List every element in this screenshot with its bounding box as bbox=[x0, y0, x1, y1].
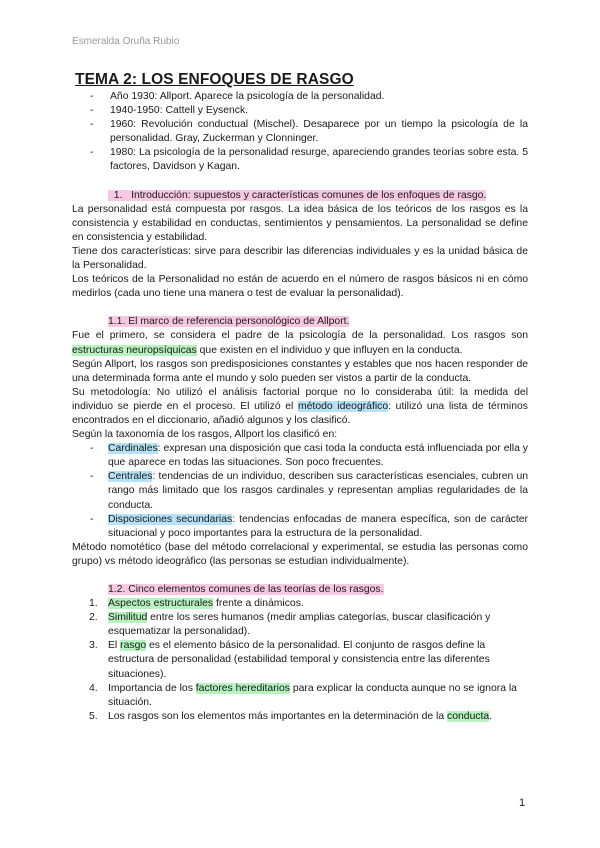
common-element-item bbox=[89, 710, 528, 724]
text-run: frente a dinámicos. bbox=[213, 598, 304, 610]
item-number: 1. bbox=[89, 598, 98, 610]
item-highlight: conducta bbox=[447, 710, 490, 722]
trait-description: : tendencias enfocadas de manera específica, son de carácter situacional y poco importantes para la estructura de la personalidad. bbox=[108, 513, 528, 539]
item-number: 3. bbox=[89, 640, 98, 652]
text-run: entre los seres humanos (medir amplias categorías, buscar clasificación y esquematizar la personalidad). bbox=[108, 612, 491, 638]
text-run: Su metodología: No utilizó el análisis factorial porque no lo consideraba útil: la medida del individuo se pierde en el proceso. El utilizó el bbox=[72, 386, 528, 412]
trait-type-item bbox=[108, 470, 528, 512]
allport-paragraph-2: Según Allport, los rasgos son predisposiciones constantes y estables que nos hacen responder de una determinada forma ante el mundo y solo pueden ser vistos a partir de la conducta. bbox=[72, 358, 528, 384]
timeline-item: - 1940-1950: Cattell y Eysenck. bbox=[110, 104, 528, 118]
section-1-number: 1. bbox=[113, 189, 123, 201]
trait-term: Disposiciones secundarias bbox=[108, 513, 233, 525]
allport-paragraph-3 bbox=[72, 386, 528, 428]
author-name: Esmeralda Oruña Rubio bbox=[72, 36, 180, 47]
trait-types-list bbox=[72, 442, 528, 541]
section-1-paragraph: Tiene dos características: sirve para describir las diferencias individuales y es la unidad básica de la Personalidad. bbox=[72, 245, 528, 272]
item-number: 4. bbox=[89, 682, 98, 694]
section-1-paragraph: La personalidad está compuesta por rasgos. La idea básica de los teóricos de los rasgos es la consistencia y estabilidad en conductas, sentimientos y pensamientos. La personalidad se define en consistencia y estabilidad. bbox=[72, 203, 528, 243]
item-highlight: factores hereditarios bbox=[195, 682, 290, 694]
common-element-item bbox=[89, 639, 528, 681]
item-highlight: Similitud bbox=[108, 612, 148, 624]
common-element-item bbox=[89, 597, 528, 611]
allport-paragraph-4: Según la taxonomía de los rasgos, Allport los clasificó en: bbox=[72, 429, 338, 441]
section-1-1-heading bbox=[108, 315, 528, 329]
timeline-item: - Año 1930: Allport. Aparece la psicología de la personalidad. bbox=[110, 90, 528, 104]
section-1-paragraph: Los teóricos de la Personalidad no están de acuerdo en el número de rasgos básicos ni en cómo medirlos (cada uno tiene una manera o test de evaluar la personalidad). bbox=[72, 274, 528, 300]
text-run: . bbox=[489, 710, 493, 722]
document-body bbox=[72, 70, 528, 724]
text-run: : utilizó una lista de términos encontrados en el diccionario, añadió algunos y los clasificó. bbox=[72, 400, 528, 426]
trait-term: Cardinales bbox=[108, 443, 158, 455]
text-run: El bbox=[108, 640, 121, 652]
item-number: 2. bbox=[89, 612, 98, 624]
timeline-item: - 1960: Revolución conductual (Mischel). Desaparece por un tiempo la psicología de la personalidad. Gray, Zuckerman y Clonninger. bbox=[110, 118, 528, 146]
item-number: 5. bbox=[89, 710, 98, 722]
allport-paragraph-5: Método nomotético (base del método correlacional y experimental, se estudia las personas como grupo) vs método ideográfico (las personas se estudian individualmente). bbox=[72, 541, 528, 567]
item-highlight: Aspectos estructurales bbox=[108, 598, 214, 610]
section-1-title: Introducción: supuestos y características comunes de los enfoques de rasgo. bbox=[131, 189, 487, 201]
trait-type-item bbox=[108, 513, 528, 541]
trait-type-item bbox=[108, 442, 528, 470]
section-1-heading bbox=[108, 189, 528, 203]
text-run: Fue el primero, se considera el padre de la psicología de la personalidad. Los rasgos son bbox=[72, 330, 528, 342]
item-highlight: rasgo bbox=[120, 640, 147, 652]
text-run: Importancia de los bbox=[108, 682, 196, 694]
text-run: para explicar la conducta aunque no se ignora la situación. bbox=[108, 682, 517, 708]
text-run: que existen en el individuo y que influyen en la conducta. bbox=[196, 344, 463, 356]
section-1-1-title: 1.1. El marco de referencia personológico de Allport. bbox=[108, 316, 350, 328]
common-element-item bbox=[89, 682, 528, 710]
trait-term: Centrales bbox=[108, 471, 153, 483]
highlight-neuropsiquicas: estructuras neuropsíquicas bbox=[72, 344, 197, 356]
trait-description: : expresan una disposición que casi toda la conducta está influenciada por ella y que aparece en todas las situaciones. Son poco frecuentes. bbox=[108, 443, 528, 469]
section-1-2-heading bbox=[108, 583, 528, 597]
page-number: 1 bbox=[519, 797, 526, 809]
common-element-item bbox=[89, 611, 528, 639]
text-run: Los rasgos son los elementos más importantes en la determinación de la bbox=[108, 710, 448, 722]
timeline-list bbox=[72, 90, 528, 175]
page-title: TEMA 2: LOS ENFOQUES DE RASGO bbox=[75, 71, 354, 88]
allport-paragraph-1 bbox=[72, 329, 528, 357]
trait-description: : tendencias de un individuo, describen sus características esenciales, cubren un rango más limitado que los rasgos cardinales y representan amplias regularidades de la conducta. bbox=[108, 471, 528, 511]
section-1-2-title: 1.2. Cinco elementos comunes de las teorías de los rasgos. bbox=[108, 584, 384, 595]
timeline-item: - 1980: La psicología de la personalidad resurge, apareciendo grandes teorías sobre esta. 5 factores, Davidson y Kagan. bbox=[110, 146, 528, 174]
section-1-highlight bbox=[108, 190, 486, 201]
common-elements-list bbox=[72, 597, 528, 724]
highlight-metodo-ideografico: método ideográfico bbox=[298, 400, 389, 412]
text-run: es el elemento básico de la personalidad. El conjunto de rasgos define la estructura de personalidad (estabilidad temporal y consistencia entre las diferentes situaciones). bbox=[108, 640, 490, 680]
